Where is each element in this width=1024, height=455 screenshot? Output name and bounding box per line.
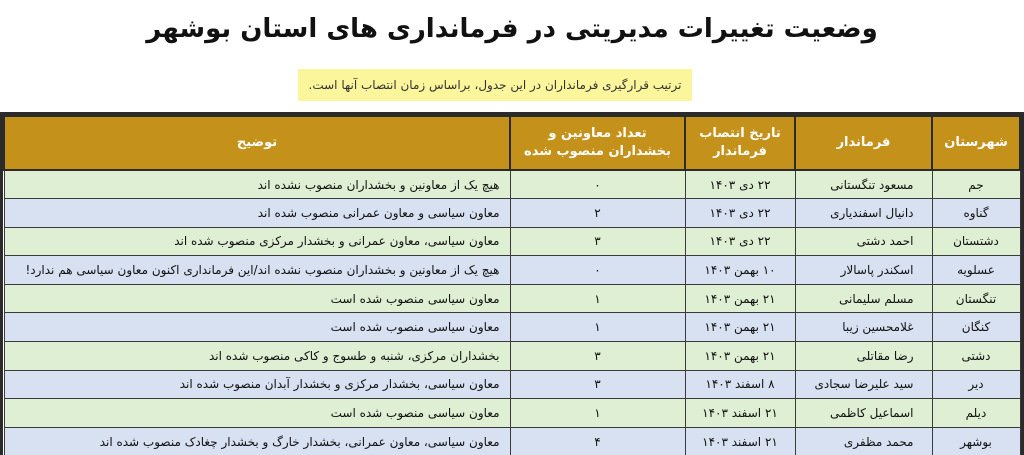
cell-count: ۱ [510, 399, 685, 428]
cell-description: معاون سیاسی و معاون عمرانی منصوب شده اند [4, 199, 510, 228]
cell-count: ۳ [510, 227, 685, 256]
governors-table-container [0, 112, 1024, 455]
cell-date: ۲۲ دی ۱۴۰۳ [685, 170, 795, 199]
table-row [4, 256, 1020, 285]
cell-date: ۲۲ دی ۱۴۰۳ [685, 227, 795, 256]
governors-table [3, 115, 1021, 455]
cell-governor: احمد دشتی [795, 227, 932, 256]
cell-city: جم [932, 170, 1020, 199]
cell-governor: اسکندر پاسالار [795, 256, 932, 285]
cell-city: گناوه [932, 199, 1020, 228]
cell-count: ۲ [510, 199, 685, 228]
cell-city: عسلویه [932, 256, 1020, 285]
header-description: توضیح [4, 116, 510, 170]
cell-count: ۴ [510, 427, 685, 455]
cell-date: ۲۱ بهمن ۱۴۰۳ [685, 313, 795, 342]
cell-count: ۱ [510, 284, 685, 313]
cell-description: معاون سیاسی منصوب شده است [4, 284, 510, 313]
page-title: وضعیت تغییرات مدیریتی در فرمانداری های استان بوشهر [146, 14, 878, 44]
cell-description: معاون سیاسی، بخشدار مرکزی و بخشدار آبدان منصوب شده اند [4, 370, 510, 399]
cell-date: ۱۰ بهمن ۱۴۰۳ [685, 256, 795, 285]
cell-date: ۸ اسفند ۱۴۰۳ [685, 370, 795, 399]
table-row [4, 313, 1020, 342]
cell-city: دیلم [932, 399, 1020, 428]
table-row [4, 370, 1020, 399]
cell-date: ۲۲ دی ۱۴۰۳ [685, 199, 795, 228]
cell-city: تنگستان [932, 284, 1020, 313]
header-city: شهرستان [932, 116, 1020, 170]
cell-date: ۲۱ اسفند ۱۴۰۳ [685, 399, 795, 428]
table-row [4, 199, 1020, 228]
header-count: تعداد معاونین و بخشداران منصوب شده [510, 116, 685, 170]
cell-date: ۲۱ بهمن ۱۴۰۳ [685, 342, 795, 371]
table-row [4, 399, 1020, 428]
table-note: ترتیب قرارگیری فرمانداران در این جدول، براساس زمان انتصاب آنها است. [298, 69, 692, 101]
cell-description: معاون سیاسی، معاون عمرانی، بخشدار خارگ و بخشدار چغادک منصوب شده اند [4, 427, 510, 455]
cell-description: هیچ یک از معاونین و بخشداران منصوب نشده اند/این فرمانداری اکنون معاون سیاسی هم ندارد! [4, 256, 510, 285]
cell-description: معاون سیاسی منصوب شده است [4, 399, 510, 428]
cell-governor: رضا مقاتلی [795, 342, 932, 371]
table-row [4, 170, 1020, 199]
cell-city: کنگان [932, 313, 1020, 342]
cell-governor: محمد مظفری [795, 427, 932, 455]
cell-city: بوشهر [932, 427, 1020, 455]
header-date: تاریخ انتصاب فرماندار [685, 116, 795, 170]
cell-description: معاون سیاسی، معاون عمرانی و بخشدار مرکزی منصوب شده اند [4, 227, 510, 256]
cell-governor: سید علیرضا سجادی [795, 370, 932, 399]
cell-governor: مسعود تنگستانی [795, 170, 932, 199]
cell-governor: دانیال اسفندیاری [795, 199, 932, 228]
cell-governor: غلامحسین زیبا [795, 313, 932, 342]
table-row [4, 342, 1020, 371]
table-row [4, 227, 1020, 256]
cell-city: دشتستان [932, 227, 1020, 256]
cell-governor: مسلم سلیمانی [795, 284, 932, 313]
cell-count: ۱ [510, 313, 685, 342]
cell-count: ۳ [510, 342, 685, 371]
cell-governor: اسماعیل کاظمی [795, 399, 932, 428]
cell-count: ۰ [510, 256, 685, 285]
cell-date: ۲۱ اسفند ۱۴۰۳ [685, 427, 795, 455]
cell-city: دشتی [932, 342, 1020, 371]
cell-count: ۳ [510, 370, 685, 399]
table-row [4, 284, 1020, 313]
cell-count: ۰ [510, 170, 685, 199]
cell-city: دیر [932, 370, 1020, 399]
cell-date: ۲۱ بهمن ۱۴۰۳ [685, 284, 795, 313]
header-governor: فرماندار [795, 116, 932, 170]
cell-description: معاون سیاسی منصوب شده است [4, 313, 510, 342]
cell-description: بخشداران مرکزی، شنبه و طسوج و کاکی منصوب شده اند [4, 342, 510, 371]
table-row [4, 427, 1020, 455]
cell-description: هیچ یک از معاونین و بخشداران منصوب نشده اند [4, 170, 510, 199]
table-header-row [4, 116, 1020, 170]
